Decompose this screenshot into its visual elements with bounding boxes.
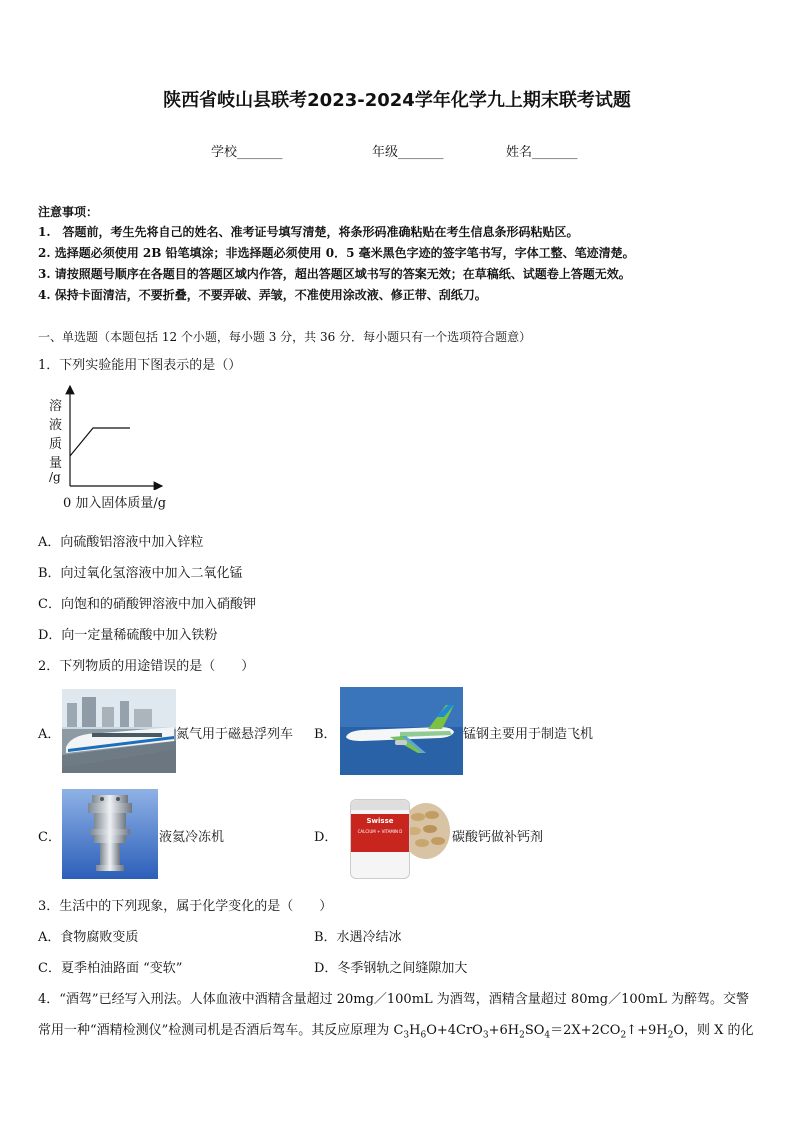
- page-title: 陕西省岐山县联考2023-2024学年化学九上期末联考试题: [163, 90, 631, 111]
- question-2-stem: 2．下列物质的用途错误的是（ ）: [38, 659, 255, 674]
- question-3-option-c[interactable]: C．夏季柏油路面 “变软”: [38, 961, 183, 976]
- question-4-line-2-prefix: 常用一种“酒精检测仪”检测司机是否酒后驾车。其反应原理为: [38, 1023, 394, 1038]
- question-2-option-b-text[interactable]: 锰钢主要用于制造飞机: [463, 727, 594, 742]
- bottle-cap: [351, 800, 409, 810]
- question-2-option-d-text[interactable]: 碳酸钙做补钙剂: [452, 830, 544, 845]
- question-2-option-a-text[interactable]: 氮气用于磁悬浮列车: [176, 727, 294, 742]
- calcium-supplement-photo: [344, 795, 452, 879]
- question-2-option-b-letter[interactable]: B．: [314, 727, 337, 742]
- bottle-label: [351, 814, 409, 852]
- y-axis-label-char: 液: [49, 418, 63, 433]
- maglev-train-icon: [62, 689, 176, 773]
- notice-item: 1. 答题前，考生先将自己的姓名、准考证号填写清楚，将条形码准确粘贴在考生信息条形码粘贴区。: [38, 225, 579, 239]
- y-axis-label-char: 质: [49, 437, 63, 452]
- notice-heading: 注意事项：: [38, 205, 99, 219]
- supplement-bottle: [350, 799, 410, 879]
- reaction-equation: $C_3H_6O+4CrO_3+6H_2SO_4=2X+2CO_2↑+9H_2O$: [393, 1023, 684, 1041]
- section-heading: 一、单选题（本题包括 12 个小题，每小题 3 分，共 36 分．每小题只有一个选项符合题意）: [38, 330, 532, 344]
- question-3-option-d[interactable]: D．冬季钢轨之间缝隙加大: [314, 961, 468, 976]
- name-field[interactable]: 姓名_______: [506, 145, 578, 160]
- question-1-option-b[interactable]: B．向过氧化氢溶液中加入二氧化锰: [38, 566, 243, 581]
- question-2-option-a-letter[interactable]: A．: [38, 727, 61, 742]
- question-2-option-c-text[interactable]: 液氦冷冻机: [159, 830, 225, 845]
- cryogenic-machine-icon: [62, 789, 158, 879]
- question-1-option-c[interactable]: C．向饱和的硝酸钾溶液中加入硝酸钾: [38, 597, 256, 612]
- question-4-line-2-suffix: ，则 X 的化: [683, 1023, 754, 1038]
- graph-axes: [58, 380, 168, 490]
- question-3-option-b[interactable]: B．水遇冷结冰: [314, 930, 402, 945]
- question-2-option-c-letter[interactable]: C．: [38, 830, 61, 845]
- bottle-brand: Swisse: [366, 817, 394, 825]
- notice-item: 2. 选择题必须使用 2B 铅笔填涂；非选择题必须使用 0．5 毫米黑色字迹的签字笔书写，字体工整、笔迹清楚。: [38, 246, 635, 260]
- school-field[interactable]: 学校_______: [211, 145, 283, 160]
- notice-item: 4. 保持卡面清洁，不要折叠，不要弄破、弄皱，不准使用涂改液、修正带、刮纸刀。: [38, 288, 487, 302]
- airplane-icon: [340, 687, 463, 775]
- question-2-option-d-letter[interactable]: D．: [314, 830, 338, 845]
- bottle-product-text: CALCIUM + VITAMIN D: [357, 829, 403, 834]
- question-3-option-a[interactable]: A．食物腐败变质: [38, 930, 139, 945]
- graph-curve: [70, 428, 130, 456]
- y-axis-label-char: 溶: [49, 399, 63, 414]
- grade-field[interactable]: 年级_______: [372, 145, 444, 160]
- airplane-photo: [340, 687, 463, 775]
- cryogenic-machine-photo: [62, 789, 158, 879]
- question-1-stem: 1．下列实验能用下图表示的是（）: [38, 358, 242, 373]
- question-3-stem: 3．生活中的下列现象，属于化学变化的是（ ）: [38, 899, 333, 914]
- notice-item: 3. 请按照题号顺序在各题目的答题区域内作答，超出答题区域书写的答案无效；在草稿纸、试题卷上答题无效。: [38, 267, 631, 281]
- question-4-line-1: 4．“酒驾”已经写入刑法。人体血液中酒精含量超过 20mg／100mL 为酒驾，酒精含量超过 80mg／100mL 为醉驾。交警: [38, 992, 750, 1007]
- y-axis-label-char: 量: [49, 456, 63, 471]
- question-1-option-d[interactable]: D．向一定量稀硫酸中加入铁粉: [38, 628, 218, 643]
- x-axis-label: 0 加入固体质量/g: [63, 496, 167, 511]
- maglev-train-photo: [62, 689, 176, 773]
- question-1-option-a[interactable]: A．向硫酸铝溶液中加入锌粒: [38, 535, 204, 550]
- question-4-line-2: [38, 1019, 754, 1041]
- y-axis-label-char: /g: [49, 470, 61, 484]
